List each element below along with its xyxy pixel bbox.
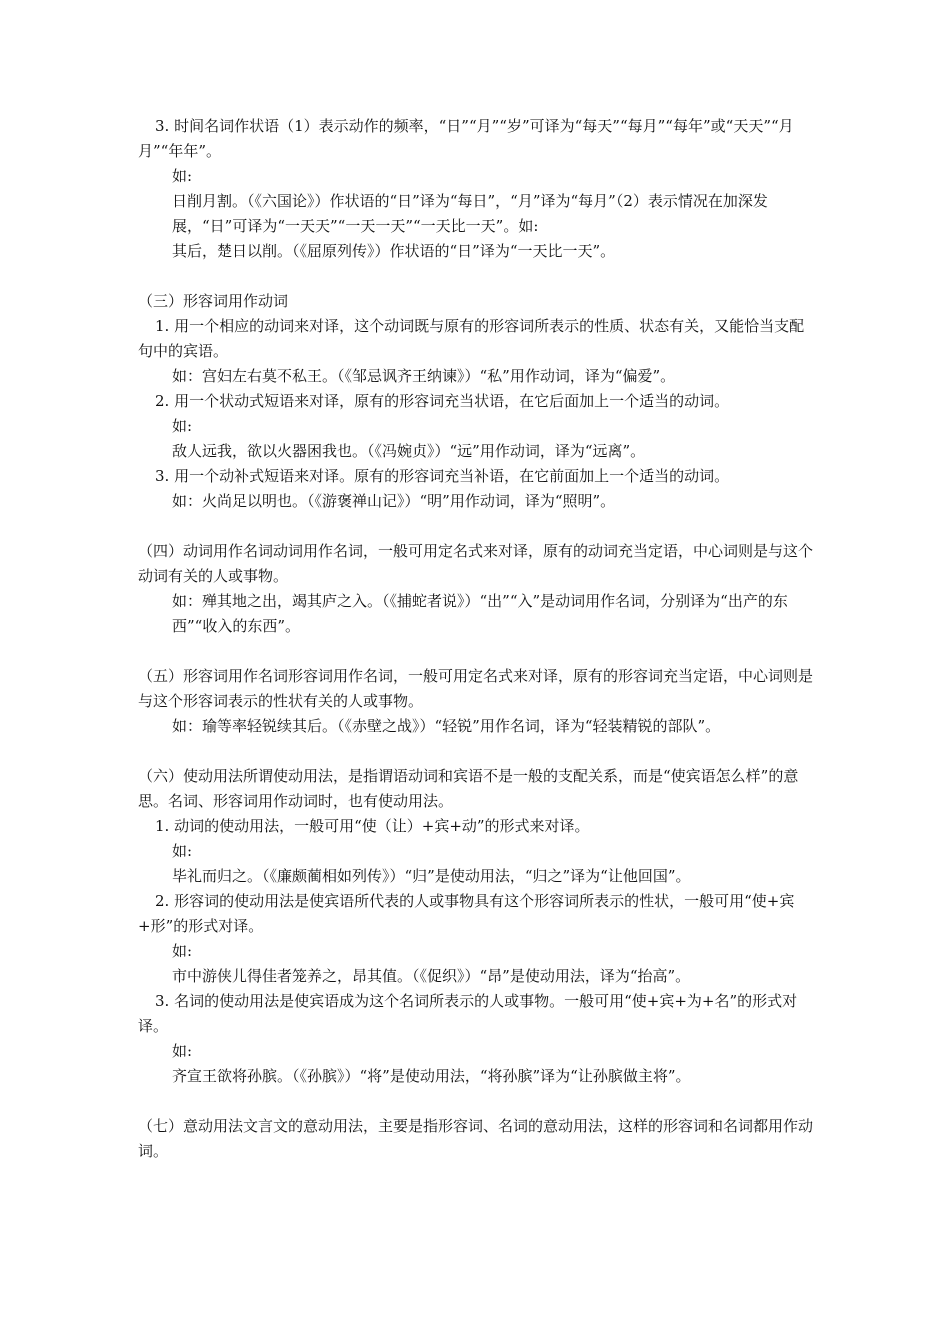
paragraph: 3. 用一个动补式短语来对译。原有的形容词充当补语，在它前面加上一个适当的动词。 [155,467,730,485]
section-paragraph: （四）动词用作名词动词用作名词，一般可用定名式来对译，原有的动词充当定语，中心词则是与这个动词有关的人或事物。 [138,542,814,585]
section-paragraph: （五）形容词用作名词形容词用作名词，一般可用定名式来对译，原有的形容词充当定语，中心词则是与这个形容词表示的性状有关的人或事物。 [138,667,814,710]
blank-line [138,264,814,289]
paragraph: 1. 用一个相应的动词来对译，这个动词既与原有的形容词所表示的性质、状态有关，又能恰当支配句中的宾语。 [138,317,805,360]
paragraph: 如: [172,942,193,960]
paragraph: 3. 名词的使动用法是使宾语成为这个名词所表示的人或事物。一般可用“使+宾+为+名”的形式对译。 [138,992,798,1035]
paragraph: 如: [172,167,193,185]
paragraph: 2. 形容词的使动用法是使宾语所代表的人或事物具有这个形容词所表示的性状，一般可用“使+宾+形”的形式对译。 [138,892,795,935]
section-paragraph: （七）意动用法文言文的意动用法，主要是指形容词、名词的意动用法，这样的形容词和名词都用作动词。 [138,1117,814,1160]
paragraph: 如: [172,1042,193,1060]
paragraph: 如：宫妇左右莫不私王。（《邹忌讽齐王纳谏》）“私”用作动词，译为“偏爱”。 [172,367,676,385]
paragraph: 如：火尚足以明也。（《游褒禅山记》）“明”用作动词，译为“照明”。 [172,492,616,510]
blank-line [138,639,814,664]
section-paragraph: （六）使动用法所谓使动用法，是指谓语动词和宾语不是一般的支配关系，而是“使宾语怎么样”的意思。名词、形容词用作动词时，也有使动用法。 [138,767,799,810]
paragraph: 市中游侠儿得佳者笼养之，昂其值。（《促织》）“昂”是使动用法，译为“抬高”。 [172,967,691,985]
paragraph: 如: [172,417,193,435]
paragraph: 3. 时间名词作状语（1）表示动作的频率，“日”“月”“岁”可译为“每天”“每月”“每年”或“天天”“月月”“年年”。 [138,117,794,160]
paragraph: 如：殚其地之出，竭其庐之入。（《捕蛇者说》）“出”“入”是动词用作名词，分别译为“出产的东西”“收入的东西”。 [172,592,788,635]
paragraph: 日削月割。（《六国论》）作状语的“日”译为“每日”，“月”译为“每月”（2）表示情况在加深发展，“日”可译为“一天天”“一天一天”“一天比一天”。如: [172,192,768,235]
paragraph: 1. 动词的使动用法，一般可用“使（让）+宾+动”的形式来对译。 [155,817,590,835]
blank-line [138,514,814,539]
document-page [138,114,814,1164]
section-heading: （三）形容词用作动词 [138,292,289,310]
paragraph: 如: [172,842,193,860]
blank-line [138,1089,814,1114]
blank-line [138,739,814,764]
paragraph: 如：瑜等率轻锐续其后。（《赤壁之战》）“轻锐”用作名词，译为“轻装精锐的部队”。 [172,717,721,735]
paragraph: 毕礼而归之。（《廉颇蔺相如列传》）“归”是使动用法，“归之”译为“让他回国”。 [172,867,691,885]
paragraph: 2. 用一个状动式短语来对译，原有的形容词充当状语，在它后面加上一个适当的动词。 [155,392,730,410]
paragraph: 齐宣王欲将孙膑。（《孙膑》）“将”是使动用法，“将孙膑”译为“让孙膑做主将”。 [172,1067,691,1085]
paragraph: 其后，楚日以削。（《屈原列传》）作状语的“日”译为“一天比一天”。 [172,242,616,260]
paragraph: 敌人远我，欲以火器困我也。（《冯婉贞》）“远”用作动词，译为“远离”。 [172,442,646,460]
